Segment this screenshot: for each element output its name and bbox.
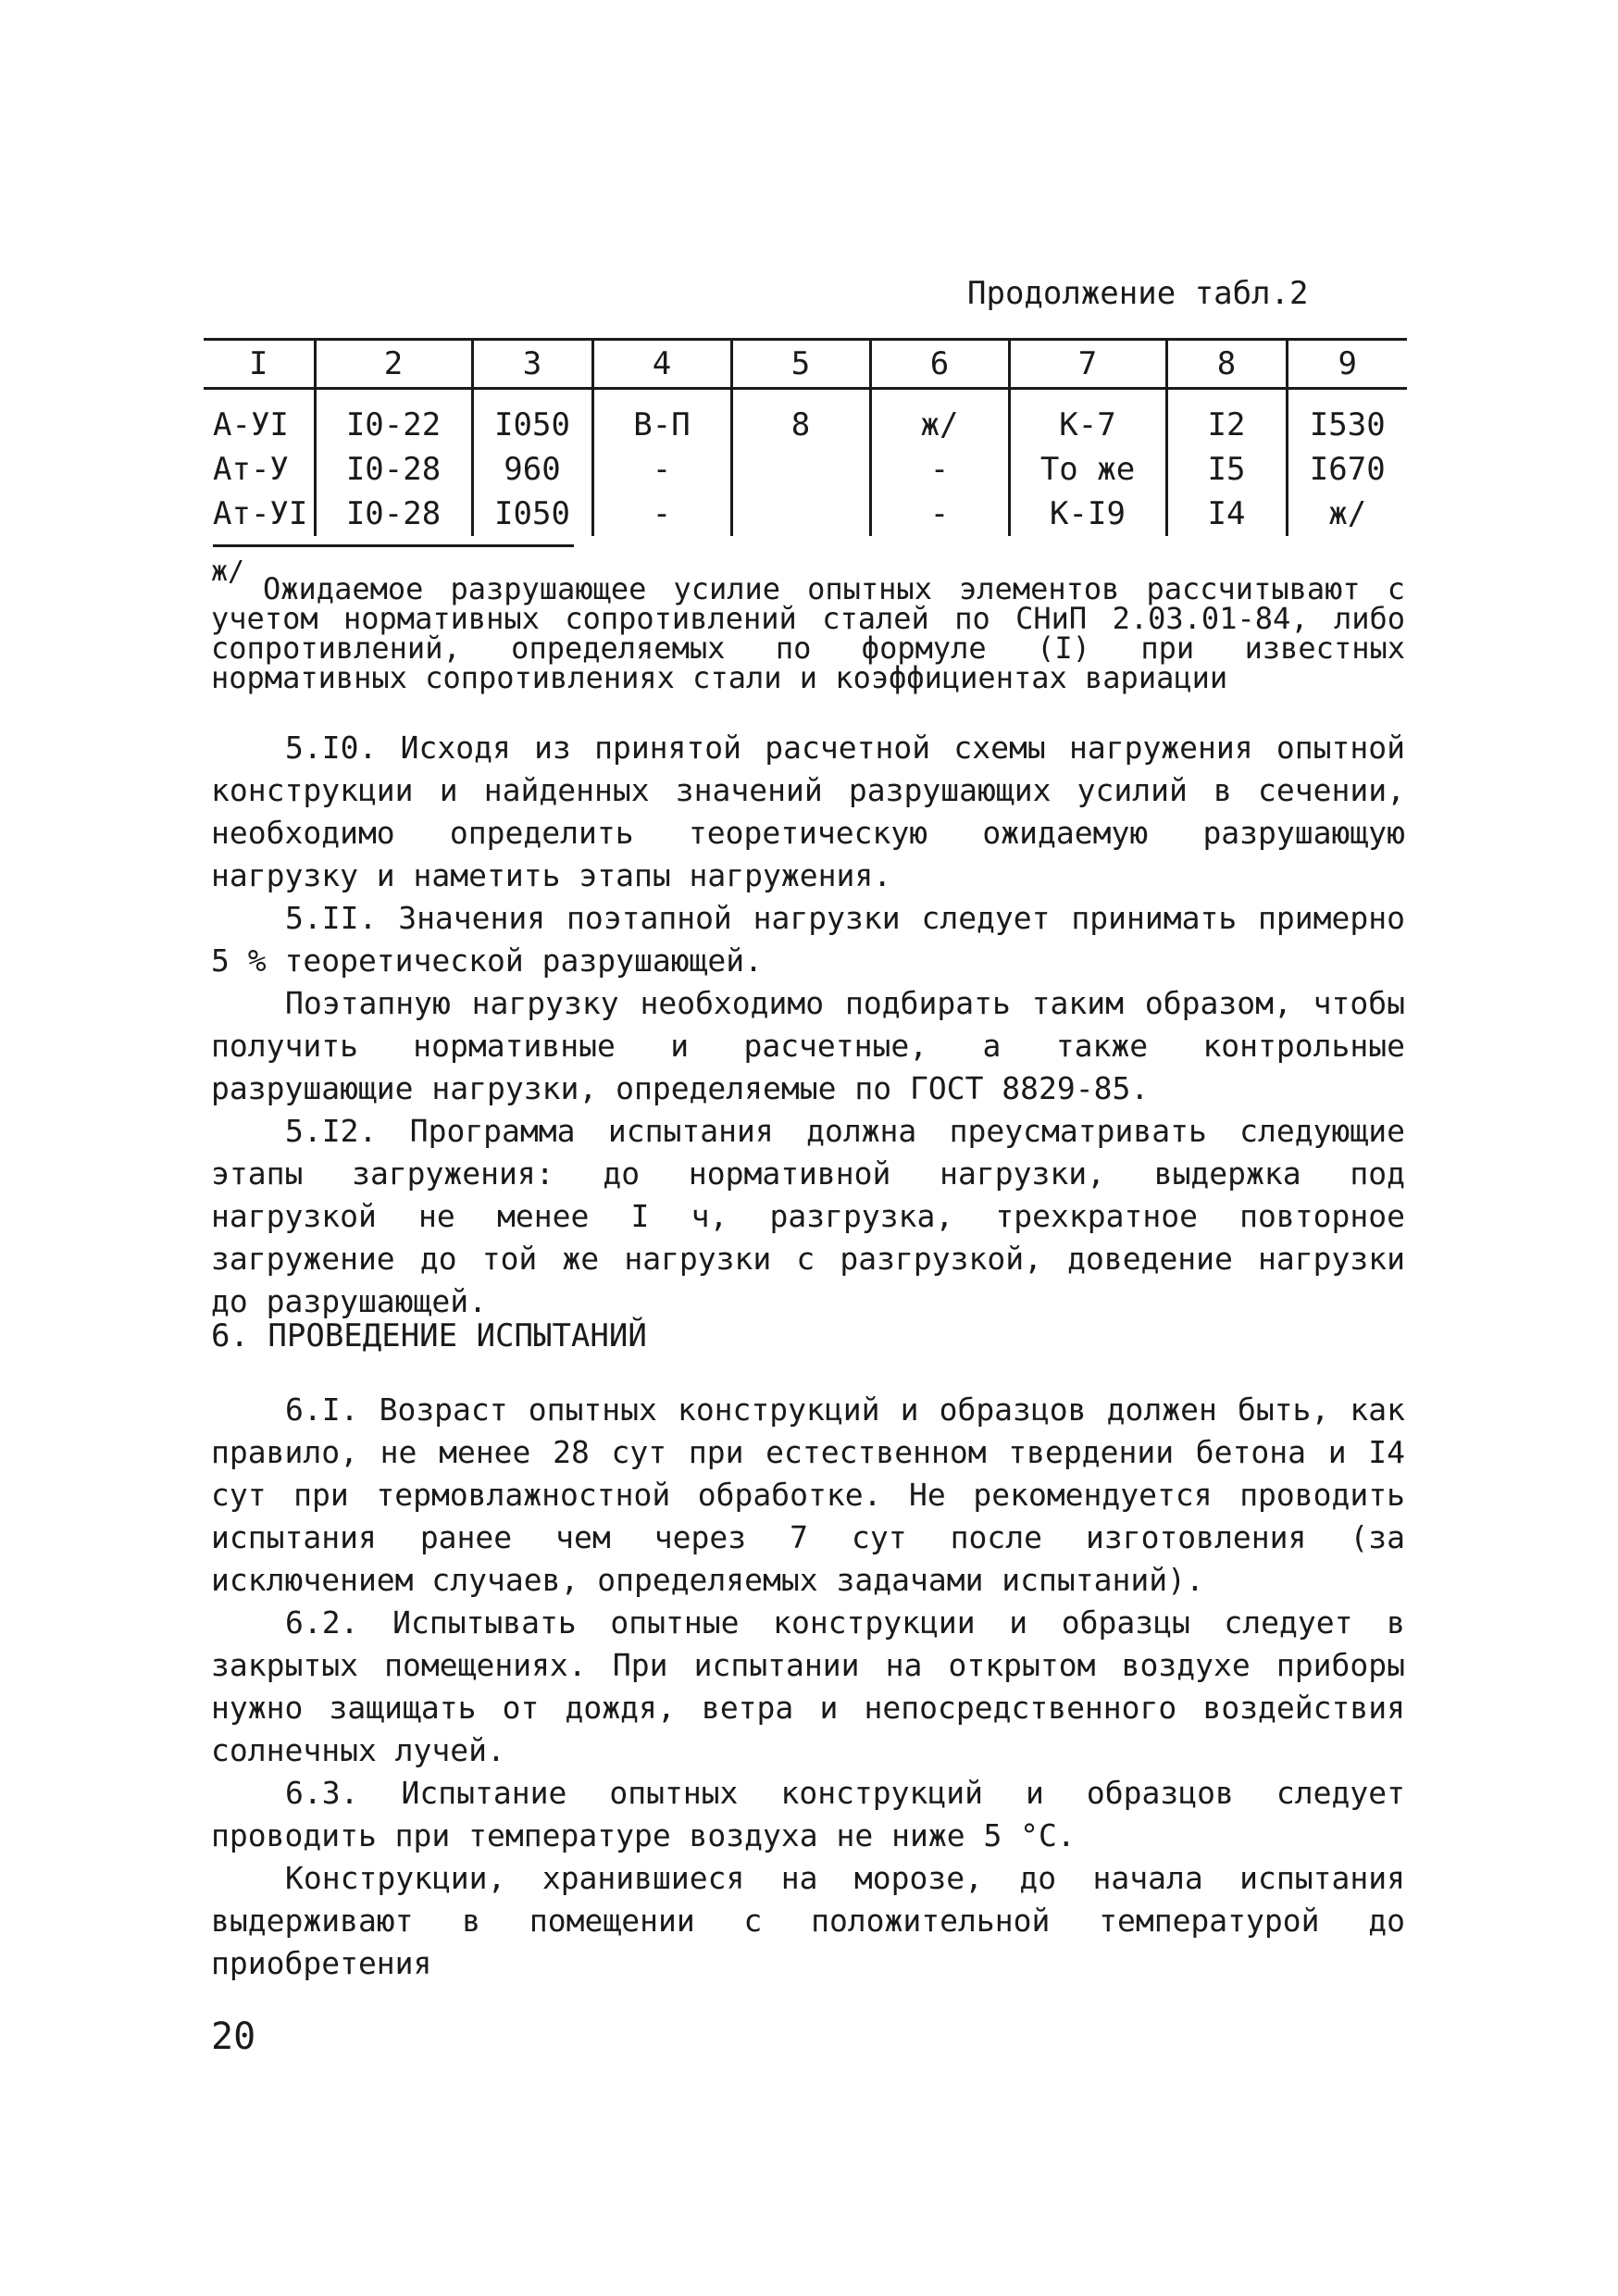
table-row [204, 389, 1407, 448]
footnote-divider [213, 544, 574, 547]
footnote-mark: ж/ [211, 555, 245, 588]
table-header-cell: 2 [315, 340, 472, 389]
paragraph: 6.3. Испытание опытных конструкций и образцов следует проводить при температуре воздуха не ниже 5 °С. [211, 1775, 1405, 1853]
table-cell: I050 [472, 492, 592, 536]
table-header-cell: 4 [592, 340, 731, 389]
table-header-cell: 6 [870, 340, 1009, 389]
table-header-cell: I [204, 340, 315, 389]
paragraph: Конструкции, хранившиеся на морозе, до начала испытания выдерживают в помещении с положительной температурой до приобретения [211, 1860, 1405, 1981]
table-row [204, 447, 1407, 492]
table-cell: - [592, 492, 731, 536]
table-cell: - [592, 447, 731, 492]
page-number: 20 [211, 2015, 256, 2058]
paragraph: 6.I. Возраст опытных конструкций и образцов должен быть, как правило, не менее 28 сут при естественном твердении бетона и I4 сут при термовлажностной обработке. Не рекомендуется проводить испытания ранее чем через 7 сут после изготовления (за исключением случаев, определяемых задачами испытаний). [211, 1391, 1405, 1598]
table-cell: 960 [472, 447, 592, 492]
table-cell: В-П [592, 389, 731, 448]
table-cell: А-УI [213, 406, 289, 443]
table-cell [731, 447, 870, 492]
table-cell: 8 [731, 389, 870, 448]
table-cell: - [870, 447, 1009, 492]
paragraph: Поэтапную нагрузку необходимо подбирать таким образом, чтобы получить нормативные и расчетные, а также контрольные разрушающие нагрузки, определяемые по ГОСТ 8829-85. [211, 985, 1405, 1106]
footnote-text: Ожидаемое разрушающее усилие опытных элементов рассчитывают с учетом нормативных сопротивлений сталей по СНиП 2.03.01-84, либо сопротивлений, определяемых по формуле (I) при известных нормативных сопротивлениях стали и коэффициентах вариации [211, 571, 1405, 695]
table-cell: - [870, 492, 1009, 536]
table-cell: То же [1009, 447, 1166, 492]
table-row [204, 492, 1407, 536]
paragraph: 5.I2. Программа испытания должна преусматривать следующие этапы загружения: до нормативной нагрузки, выдержка под нагрузкой не менее I ч, разгрузка, трехкратное повторное загружение до той же нагрузки с разгрузкой, доведение нагрузки до разрушающей. [211, 1113, 1405, 1319]
table-cell: I5 [1166, 447, 1287, 492]
table-cell: ж/ [1287, 492, 1407, 536]
table-cell: I0-28 [315, 492, 472, 536]
table-cell: Ат-УI [213, 495, 308, 532]
table-cell: К-7 [1009, 389, 1166, 448]
table-cell: ж/ [870, 389, 1009, 448]
table-cell: I4 [1166, 492, 1287, 536]
table-header-cell: 8 [1166, 340, 1287, 389]
section-heading: 6. ПРОВЕДЕНИЕ ИСПЫТАНИЙ [211, 1317, 647, 1354]
paragraph: 5.II. Значения поэтапной нагрузки следует принимать примерно 5 % теоретической разрушающей. [211, 900, 1405, 979]
table-header-cell: 3 [472, 340, 592, 389]
table-cell: Ат-У [213, 451, 289, 488]
table-header-cell: 5 [731, 340, 870, 389]
table-cell: I050 [472, 389, 592, 448]
table-cell: I670 [1287, 447, 1407, 492]
paragraph: 6.2. Испытывать опытные конструкции и образцы следует в закрытых помещениях. При испытании на открытом воздухе приборы нужно защищать от дождя, ветра и непосредственного воздействия солнечных лучей. [211, 1604, 1405, 1768]
paragraph: 5.I0. Исходя из принятой расчетной схемы нагружения опытной конструкции и найденных значений разрушающих усилий в сечении, необходимо определить теоретическую ожидаемую разрушающую нагрузку и наметить этапы нагружения. [211, 730, 1405, 893]
table-header-cell: 9 [1287, 340, 1407, 389]
table-cell: I0-22 [315, 389, 472, 448]
data-table [204, 338, 1407, 536]
table-cell [731, 492, 870, 536]
table-cell: I0-28 [315, 447, 472, 492]
table-caption: Продолжение табл.2 [967, 275, 1309, 312]
table-cell: К-I9 [1009, 492, 1166, 536]
table-header-cell: 7 [1009, 340, 1166, 389]
section6-body [211, 1389, 1405, 1985]
section5-body [211, 727, 1405, 1323]
table-cell: I530 [1287, 389, 1407, 448]
table-header-row [204, 340, 1407, 389]
table-cell: I2 [1166, 389, 1287, 448]
